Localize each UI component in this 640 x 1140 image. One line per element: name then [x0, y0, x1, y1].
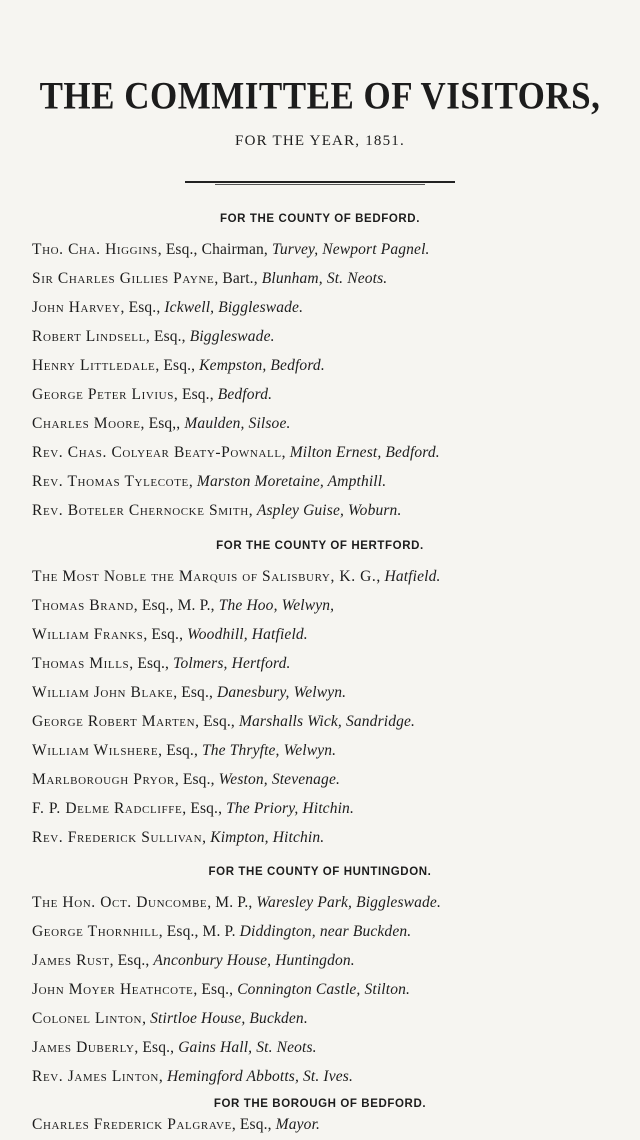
list-item: James Rust, Esq., Anconbury House, Huntingdon.	[32, 952, 355, 969]
list-item: Thomas Mills, Esq., Tolmers, Hertford.	[32, 655, 291, 672]
list-item: George Peter Livius, Esq., Bedford.	[32, 386, 273, 403]
list-item: F. P. Delme Radcliffe, Esq., The Priory, Hitchin.	[32, 800, 354, 817]
list-item: Tho. Cha. Higgins, Esq., Chairman, Turvey, Newport Pagnel.	[32, 241, 430, 258]
list-item: Charles Moore, Esq,, Maulden, Silsoe.	[32, 415, 291, 432]
title-rule	[185, 181, 455, 183]
list-item: Robert Lindsell, Esq., Biggleswade.	[32, 328, 275, 345]
list-item: George Robert Marten, Esq., Marshalls Wick, Sandridge.	[32, 713, 416, 730]
list-item: Marlborough Pryor, Esq., Weston, Stevenage.	[32, 771, 341, 788]
list-item: Colonel Linton, Stirtloe House, Buckden.	[32, 1010, 308, 1027]
section-heading-huntingdon: FOR THE COUNTY OF HUNTINGDON.	[208, 866, 432, 878]
list-item: John Harvey, Esq., Ickwell, Biggleswade.	[32, 299, 304, 316]
list-item: John Moyer Heathcote, Esq., Connington Castle, Stilton.	[32, 981, 411, 998]
list-item: George Thornhill, Esq., M. P. Diddington, near Buckden.	[32, 923, 412, 940]
list-item: Rev. Boteler Chernocke Smith, Aspley Guise, Woburn.	[32, 502, 402, 519]
page-title: THE COMMITTEE OF VISITORS,	[39, 73, 601, 118]
list-item: William John Blake, Esq., Danesbury, Welwyn.	[32, 684, 347, 701]
list-item: Charles Frederick Palgrave, Esq., Mayor.	[32, 1116, 321, 1133]
list-item: Rev. Frederick Sullivan, Kimpton, Hitchin.	[32, 829, 325, 846]
list-item: The Hon. Oct. Duncombe, M. P., Waresley Park, Biggleswade.	[32, 894, 441, 911]
list-item: Rev. Chas. Colyear Beaty-Pownall, Milton Ernest, Bedford.	[32, 444, 440, 461]
list-item: Henry Littledale, Esq., Kempston, Bedford.	[32, 357, 325, 374]
list-item: Thomas Brand, Esq., M. P., The Hoo, Welwyn,	[32, 597, 335, 614]
list-item: Rev. Thomas Tylecote, Marston Moretaine, Ampthill.	[32, 473, 387, 490]
section-heading-borough-bedford: FOR THE BOROUGH OF BEDFORD.	[213, 1098, 427, 1110]
page-subtitle: FOR THE YEAR, 1851.	[235, 133, 405, 149]
list-item: William Wilshere, Esq., The Thryfte, Welwyn.	[32, 742, 337, 759]
list-item: Rev. James Linton, Hemingford Abbotts, St. Ives.	[32, 1068, 353, 1085]
list-item: James Duberly, Esq., Gains Hall, St. Neots.	[32, 1039, 317, 1056]
list-item: Sir Charles Gillies Payne, Bart., Blunham, St. Neots.	[32, 270, 388, 287]
list-item: The Most Noble the Marquis of Salisbury, K. G., Hatfield.	[32, 568, 441, 585]
section-heading-bedford: FOR THE COUNTY OF BEDFORD.	[219, 213, 421, 225]
section-heading-hertford: FOR THE COUNTY OF HERTFORD.	[216, 540, 424, 552]
list-item: William Franks, Esq., Woodhill, Hatfield.	[32, 626, 308, 643]
